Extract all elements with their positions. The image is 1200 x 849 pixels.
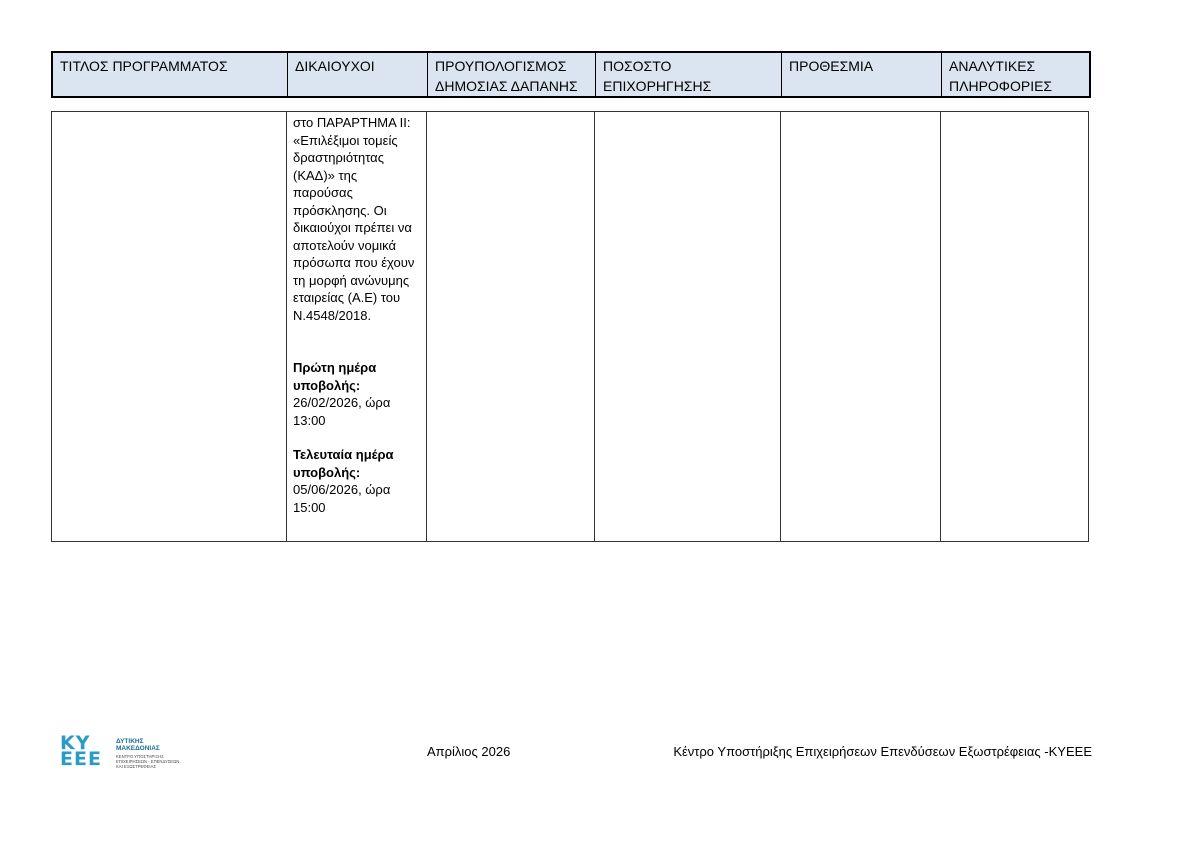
header-title-column: ΤΙΤΛΟΣ ΠΡΟΓΡΑΜΜΑΤΟΣ [53,53,288,96]
last-day-label: Τελευταία ημέρα [293,447,394,462]
logo-region [116,738,160,752]
table-row [51,111,1089,542]
last-day-label: υποβολής: [293,464,361,480]
cell-deadline [781,112,941,541]
header-budget-column: ΠΡΟΥΠΟΛΟΓΙΣΜΟΣ ΔΗΜΟΣΙΑΣ ΔΑΠΑΝΗΣ [428,53,596,96]
header-beneficiaries-column: ΔΙΚΑΙΟΥΧΟΙ [288,53,428,96]
beneficiaries-line: πρόσκλησης. Οι [293,202,387,218]
beneficiaries-line: δικαιούχοι πρέπει να [293,220,412,235]
cell-details [941,112,1088,541]
beneficiaries-line: τη μορφή ανώνυμης [293,272,410,288]
logo-subtitle-line: ΚΑΙ ΕΞΩΣΤΡΕΦΕΙΑΣ [116,764,156,769]
footer-organization: Κέντρο Υποστήριξης Επιχειρήσεων Επενδύσεων Εξωστρέφειας -ΚΥΕΕΕ [673,744,1092,759]
logo-mark-bottom: ΕΕΕ [60,748,102,770]
last-day-value: 05/06/2026, ώρα [293,482,391,497]
logo-subtitle-line: ΚΕΝΤΡΟ ΥΠΟΣΤΗΡΙΞΗΣ [116,754,164,759]
beneficiaries-line: πρόσωπα που έχουν [293,255,415,270]
beneficiaries-line: εταιρείας (Α.Ε) του [293,290,401,305]
logo-region-line: ΜΑΚΕΔΟΝΙΑΣ [116,745,160,752]
beneficiaries-line: παρούσας [293,185,353,200]
beneficiaries-line: στο ΠΑΡΑΡΤΗΜΑ ΙΙ: [293,115,411,130]
footer-date: Απρίλιος 2026 [427,744,511,759]
logo-subtitle [116,754,196,769]
first-day-label: υποβολής: [293,377,361,393]
cell-beneficiaries [287,112,427,541]
beneficiaries-line: δραστηριότητας [293,150,384,165]
header-rate-column: ΠΟΣΟΣΤΟ ΕΠΙΧΟΡΗΓΗΣΗΣ [596,53,782,96]
first-day-value: 13:00 [293,412,326,428]
kyeee-logo [60,734,190,770]
beneficiaries-line: Ν.4548/2018. [293,307,372,323]
first-day-label: Πρώτη ημέρα [293,360,377,375]
first-day-value: 26/02/2026, ώρα [293,395,391,410]
last-day-value: 15:00 [293,499,326,515]
header-details-column: ΑΝΑΛΥΤΙΚΕΣ ΠΛΗΡΟΦΟΡΙΕΣ [949,58,1053,94]
cell-budget [427,112,595,541]
cell-rate [595,112,781,541]
header-deadline-column: ΠΡΟΘΕΣΜΙΑ [782,53,942,96]
logo-region-line: ΔΥΤΙΚΗΣ [116,738,144,745]
table-header [51,51,1091,98]
logo-subtitle-line: ΕΠΙΧΕΙΡΗΣΕΩΝ - ΕΠΕΝΔΥΣΕΩΝ [116,759,180,764]
logo-mark-top: ΚΥ [60,732,91,754]
beneficiaries-line: «Επιλέξιμοι τομείς [293,132,398,148]
beneficiaries-line: αποτελούν νομικά [293,237,396,253]
beneficiaries-line: (ΚΑΔ)» της [293,167,358,183]
cell-title [52,112,287,541]
